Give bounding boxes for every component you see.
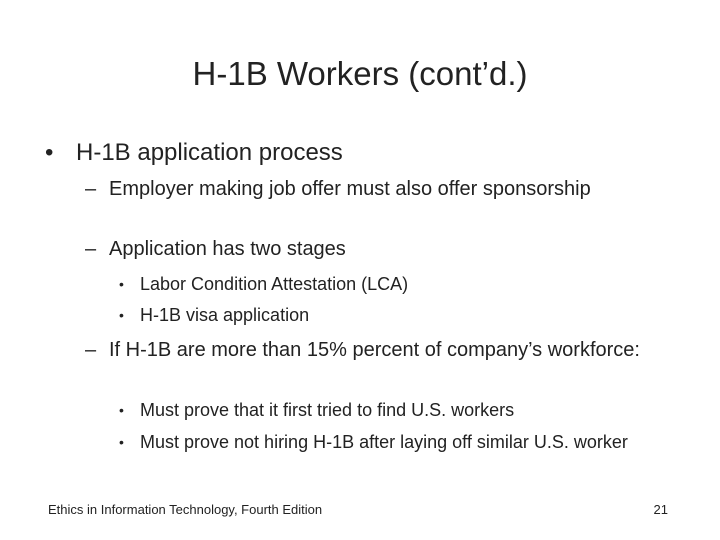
footer-course-title: Ethics in Information Technology, Fourth Edition (48, 502, 323, 517)
dash-marker: – (85, 339, 97, 361)
bullet-marker: • (119, 307, 124, 323)
dash-marker: – (85, 238, 97, 260)
bullet-level3 (119, 431, 700, 454)
bullet-text: If H-1B are more than 15% percent of company’s workforce: (109, 339, 640, 361)
bullet-level2 (85, 236, 649, 263)
bullet-marker: • (45, 139, 54, 166)
bullet-text: H-1B visa application (140, 305, 310, 325)
bullet-level2 (85, 337, 649, 364)
page-number: 21 (653, 502, 668, 517)
bullet-level3 (119, 273, 700, 296)
dash-marker: – (85, 178, 97, 200)
bullet-text: Must prove not hiring H-1B after laying off similar U.S. worker (140, 432, 628, 452)
slide-title: H-1B Workers (cont’d.) (192, 55, 528, 92)
bullet-level3 (119, 304, 700, 327)
bullet-text: Labor Condition Attestation (LCA) (140, 274, 409, 294)
bullet-marker: • (119, 434, 124, 450)
bullet-level1 (45, 138, 343, 168)
bullet-level2 (85, 176, 649, 203)
bullet-text: Application has two stages (109, 238, 346, 260)
bullet-marker: • (119, 402, 124, 418)
bullet-text: Employer making job offer must also offer sponsorship (109, 178, 591, 200)
bullet-text: H-1B application process (76, 139, 343, 166)
bullet-marker: • (119, 276, 124, 292)
bullet-level3 (119, 399, 700, 422)
bullet-text: Must prove that it first tried to find U.S. workers (140, 400, 515, 420)
